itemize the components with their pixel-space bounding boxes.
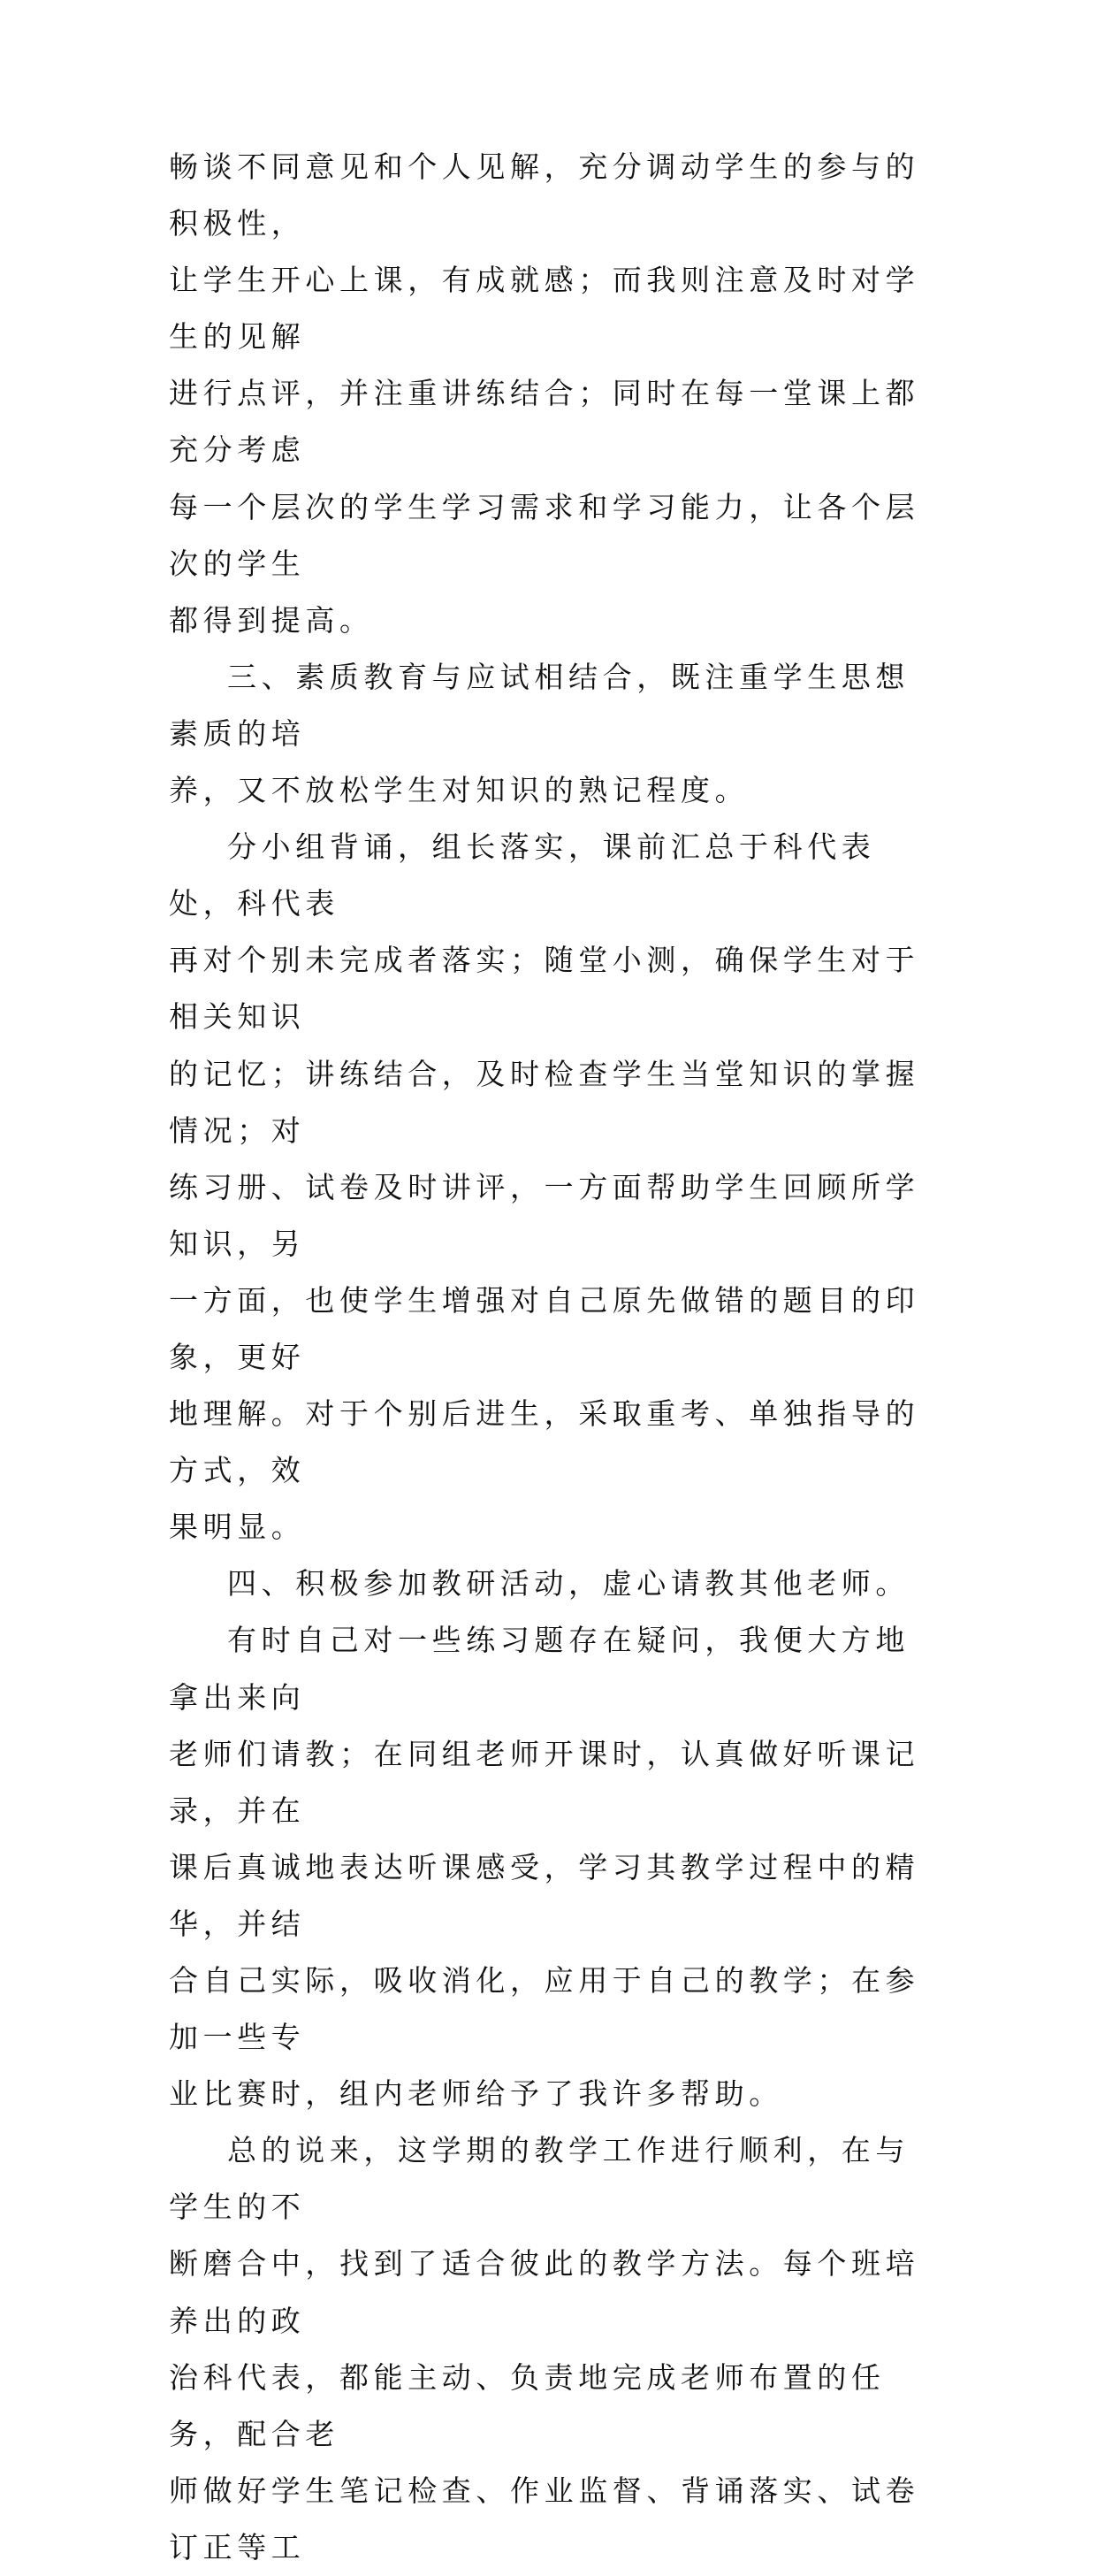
paragraph	[169, 1612, 938, 2122]
text-line: 三、素质教育与应试相结合，既注重学生思想素质的培	[169, 659, 910, 751]
text-line: 老师们请教；在同组老师开课时，认真做好听课记录，并在	[169, 1736, 920, 1828]
text-line: 课后真诚地表达听课感受，学习其教学过程中的精华，并结	[169, 1849, 920, 1941]
text-line: 让学生开心上课，有成就感；而我则注意及时对学生的见解	[169, 263, 920, 355]
text-line: 合自己实际，吸收消化，应用于自己的教学；在参加一些专	[169, 1963, 920, 2055]
text-line: 业比赛时，组内老师给予了我许多帮助。	[169, 2076, 783, 2112]
text-line: 师做好学生笔记检查、作业监督、背诵落实、试卷订正等工	[169, 2473, 920, 2565]
body-text	[169, 139, 938, 2576]
text-line: 地理解。对于个别后进生，采取重考、单独指导的方式，效	[169, 1396, 920, 1488]
paragraph	[169, 139, 938, 649]
text-line: 治科代表，都能主动、负责地完成老师布置的任务，配合老	[169, 2359, 886, 2451]
text-line: 每一个层次的学生学习需求和学习能力，让各个层次的学生	[169, 489, 920, 581]
text-line: 总的说来，这学期的教学工作进行顺利，在与学生的不	[169, 2133, 910, 2225]
text-line: 果明显。	[169, 1510, 306, 1545]
text-line: 的记忆；讲练结合，及时检查学生当堂知识的掌握情况；对	[169, 1056, 920, 1148]
paragraph	[169, 819, 938, 1556]
paragraph	[169, 2122, 938, 2576]
text-line: 都得到提高。	[169, 602, 374, 638]
text-line: 练习册、试卷及时讲评，一方面帮助学生回顾所学知识，另	[169, 1169, 920, 1261]
text-line: 养，又不放松学生对知识的熟记程度。	[169, 773, 750, 808]
text-line: 四、积极参加教研活动，虚心请教其他老师。	[227, 1566, 910, 1601]
text-line: 一方面，也使学生增强对自己原先做错的题目的印象，更好	[169, 1282, 920, 1374]
paragraph-heading-three	[169, 649, 938, 819]
paragraph-heading-four	[169, 1556, 938, 1612]
text-line: 畅谈不同意见和个人见解，充分调动学生的参与的积极性，	[169, 149, 920, 241]
text-line: 再对个别未完成者落实；随堂小测，确保学生对于相关知识	[169, 943, 920, 1035]
text-line: 分小组背诵，组长落实，课前汇总于科代表处，科代表	[169, 829, 876, 921]
text-line: 有时自己对一些练习题存在疑问，我便大方地拿出来向	[169, 1623, 910, 1715]
text-line: 进行点评，并注重讲练结合；同时在每一堂课上都充分考虑	[169, 376, 920, 468]
text-line: 断磨合中，找到了适合彼此的教学方法。每个班培养出的政	[169, 2246, 920, 2338]
